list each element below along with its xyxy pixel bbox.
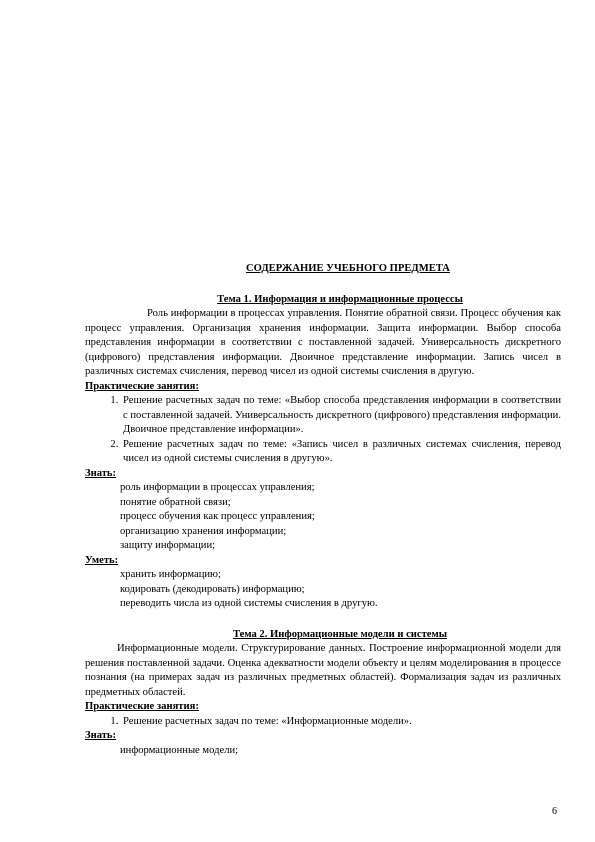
- page-number: 6: [552, 806, 557, 817]
- list-item: 1. Решение расчетных задач по теме: «Выбор способа представления информации в соответствии с поставленной задачей. Универсальность дискретного (цифрового) представления информации. Двоичное представление информации».: [121, 394, 561, 438]
- page-content: [85, 262, 561, 758]
- topic-1-section: [85, 293, 561, 612]
- main-title: СОДЕРЖАНИЕ УЧЕБНОГО ПРЕДМЕТА: [246, 263, 450, 274]
- section-spacer: [85, 612, 561, 628]
- topic-1-know-list: [85, 481, 561, 554]
- topic-1-title: Тема 1. Информация и информационные процессы: [217, 293, 463, 305]
- topic-1-can-label: Уметь:: [85, 554, 119, 566]
- topic-2-practice-list: [85, 715, 561, 730]
- topic-1-practice-label: Практические занятия:: [85, 380, 199, 392]
- topic-2-practice-label: Практические занятия:: [85, 701, 199, 712]
- topic-2-paragraph: Информационные модели. Структурирование данных. Построение информационной модели для решения поставленной задачи. Оценка адекватности модели объекту и целям моделирования в процессе познания (на примерах задач из различных предметных областей). Формализация задач из различных предметных областей.: [85, 643, 561, 698]
- topic-2-know-list: [85, 744, 561, 759]
- list-item: понятие обратной связи;: [120, 496, 231, 508]
- list-item: организацию хранения информации;: [120, 525, 287, 537]
- topic-2-section: [85, 628, 561, 759]
- topic-1-practice-list: [85, 394, 561, 467]
- list-item: кодировать (декодировать) информацию;: [120, 583, 305, 595]
- list-item: процесс обучения как процесс управления;: [120, 511, 315, 522]
- list-item: защиту информации;: [120, 540, 216, 551]
- list-item: 2. Решение расчетных задач по теме: «Запись чисел в различных системах счисления, перевод чисел из одной системы счисления в другую».: [121, 438, 561, 467]
- topic-1-can-list: [85, 568, 561, 612]
- list-item: 1. Решение расчетных задач по теме: «Информационные модели».: [121, 715, 561, 730]
- list-item: хранить информацию;: [120, 569, 221, 580]
- topic-2-know-label: Знать:: [85, 730, 117, 741]
- topic-2-title: Тема 2. Информационные модели и системы: [232, 628, 447, 640]
- list-item: роль информации в процессах управления;: [120, 482, 315, 493]
- list-item: переводить числа из одной системы счисления в другую.: [120, 598, 378, 609]
- list-item: информационные модели;: [120, 744, 239, 756]
- topic-1-know-label: Знать:: [85, 467, 117, 479]
- topic-1-paragraph: Роль информации в процессах управления. Понятие обратной связи. Процесс обучения как процесс управления. Организация хранения информации. Защита информации. Выбор способа представления информации в соответствии с поставленной задачей. Универсальность дискретного (цифрового) представления информации. Двоичное представление информации. Запись чисел в различных системах счисления, перевод чисел из одной системы счисления в другую.: [85, 308, 561, 377]
